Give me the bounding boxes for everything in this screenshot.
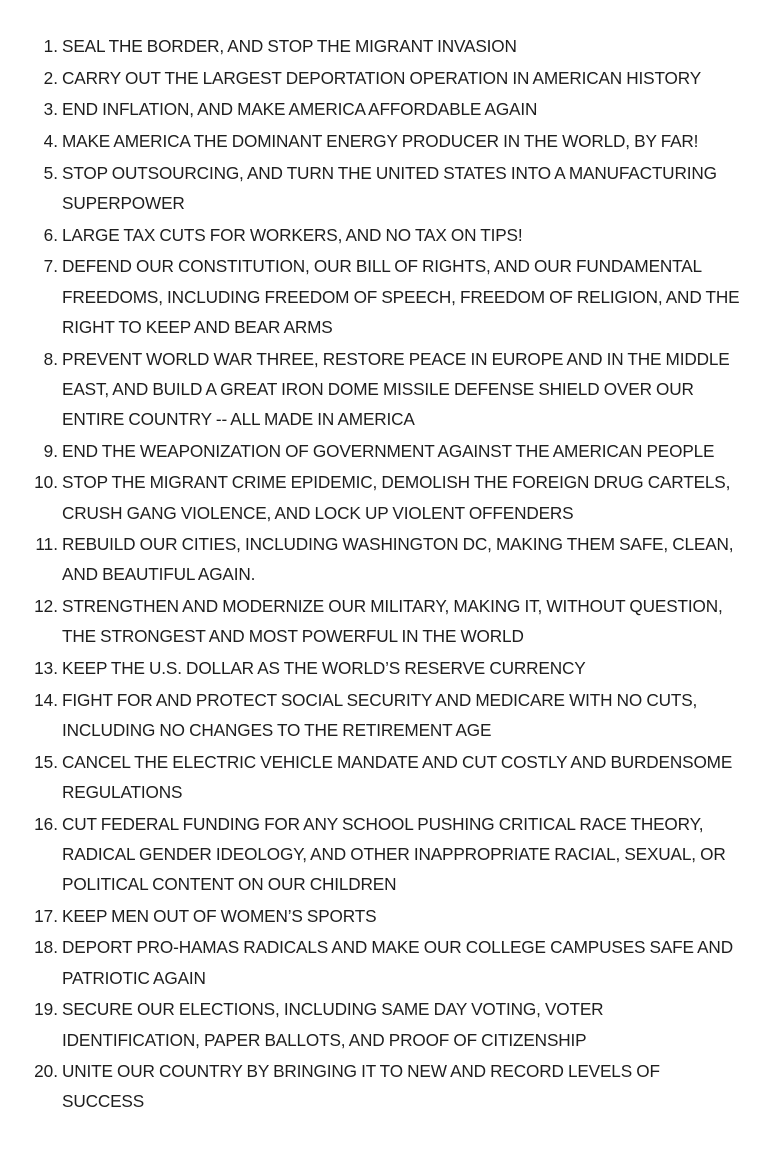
list-item: [0, 1056, 779, 1116]
list-item: [0, 436, 779, 466]
item-text: STRENGTHEN AND MODERNIZE OUR MILITARY, MAKING IT, WITHOUT QUESTION, THE STRONGEST AND MOST POWERFUL IN THE WORLD: [62, 596, 723, 647]
list-item: [0, 591, 779, 651]
list-item: [0, 126, 779, 156]
item-text: DEFEND OUR CONSTITUTION, OUR BILL OF RIGHTS, AND OUR FUNDAMENTAL FREEDOMS, INCLUDING FREEDOM OF SPEECH, FREEDOM OF RELIGION, AND THE RIGHT TO KEEP AND BEAR ARMS: [62, 256, 740, 337]
list-item: [0, 344, 779, 435]
item-text: CARRY OUT THE LARGEST DEPORTATION OPERATION IN AMERICAN HISTORY: [62, 67, 702, 88]
list-item: [0, 685, 779, 745]
list-item: [0, 251, 779, 342]
list-item: [0, 809, 779, 900]
item-text: REBUILD OUR CITIES, INCLUDING WASHINGTON DC, MAKING THEM SAFE, CLEAN, AND BEAUTIFUL AGAIN.: [62, 534, 734, 585]
numbered-list: [0, 31, 779, 1117]
item-text: FIGHT FOR AND PROTECT SOCIAL SECURITY AND MEDICARE WITH NO CUTS, INCLUDING NO CHANGES TO THE RETIREMENT AGE: [62, 689, 698, 740]
item-number: 13.: [34, 658, 58, 679]
item-text: CANCEL THE ELECTRIC VEHICLE MANDATE AND CUT COSTLY AND BURDENSOME REGULATIONS: [62, 751, 733, 802]
list-item: [0, 158, 779, 218]
list-item: [0, 63, 779, 93]
item-number: 11.: [35, 534, 58, 555]
list-item: [0, 994, 779, 1054]
item-number: 16.: [34, 813, 58, 834]
item-text: KEEP MEN OUT OF WOMEN’S SPORTS: [62, 905, 377, 926]
list-item: [0, 529, 779, 589]
list-item: [0, 932, 779, 992]
list-item: [0, 467, 779, 527]
item-text: DEPORT PRO-HAMAS RADICALS AND MAKE OUR COLLEGE CAMPUSES SAFE AND PATRIOTIC AGAIN: [62, 937, 733, 988]
item-text: KEEP THE U.S. DOLLAR AS THE WORLD’S RESERVE CURRENCY: [62, 658, 586, 679]
item-number: 3.: [43, 99, 58, 120]
item-number: 7.: [43, 256, 58, 277]
list-item: [0, 220, 779, 250]
item-number: 2.: [43, 67, 58, 88]
list-item: [0, 901, 779, 931]
item-number: 5.: [43, 162, 58, 183]
item-text: CUT FEDERAL FUNDING FOR ANY SCHOOL PUSHING CRITICAL RACE THEORY, RADICAL GENDER IDEOLOGY, AND OTHER INAPPROPRIATE RACIAL, SEXUAL, OR POLITICAL CONTENT ON OUR CHILDREN: [62, 813, 726, 894]
item-text: SEAL THE BORDER, AND STOP THE MIGRANT INVASION: [62, 36, 517, 56]
item-number: 10.: [34, 472, 58, 493]
item-text: PREVENT WORLD WAR THREE, RESTORE PEACE IN EUROPE AND IN THE MIDDLE EAST, AND BUILD A GREAT IRON DOME MISSILE DEFENSE SHIELD OVER OUR ENTIRE COUNTRY -- ALL MADE IN AMERICA: [62, 348, 730, 429]
item-text: SECURE OUR ELECTIONS, INCLUDING SAME DAY VOTING, VOTER IDENTIFICATION, PAPER BALLOTS, AND PROOF OF CITIZENSHIP: [62, 999, 604, 1050]
item-text: LARGE TAX CUTS FOR WORKERS, AND NO TAX ON TIPS!: [62, 224, 523, 245]
item-number: 9.: [43, 440, 58, 461]
list-item: [0, 31, 779, 61]
item-number: 1.: [43, 36, 58, 56]
item-number: 4.: [43, 131, 58, 152]
item-number: 19.: [34, 999, 58, 1020]
item-text: END INFLATION, AND MAKE AMERICA AFFORDABLE AGAIN: [62, 99, 538, 120]
item-number: 20.: [34, 1061, 58, 1082]
item-number: 12.: [34, 596, 58, 617]
list-item: [0, 653, 779, 683]
item-number: 15.: [34, 751, 58, 772]
item-text: STOP OUTSOURCING, AND TURN THE UNITED STATES INTO A MANUFACTURING SUPERPOWER: [62, 162, 717, 214]
item-number: 17.: [34, 905, 58, 926]
item-number: 18.: [34, 937, 58, 958]
item-text: STOP THE MIGRANT CRIME EPIDEMIC, DEMOLISH THE FOREIGN DRUG CARTELS, CRUSH GANG VIOLENCE, AND LOCK UP VIOLENT OFFENDERS: [62, 472, 731, 523]
list-item: [0, 94, 779, 124]
item-number: 14.: [34, 689, 58, 710]
list-item: [0, 747, 779, 807]
item-number: 8.: [43, 348, 58, 369]
item-number: 6.: [43, 224, 58, 245]
item-text: MAKE AMERICA THE DOMINANT ENERGY PRODUCER IN THE WORLD, BY FAR!: [62, 131, 699, 152]
item-text: END THE WEAPONIZATION OF GOVERNMENT AGAINST THE AMERICAN PEOPLE: [62, 440, 715, 461]
item-text: UNITE OUR COUNTRY BY BRINGING IT TO NEW AND RECORD LEVELS OF SUCCESS: [62, 1061, 660, 1112]
